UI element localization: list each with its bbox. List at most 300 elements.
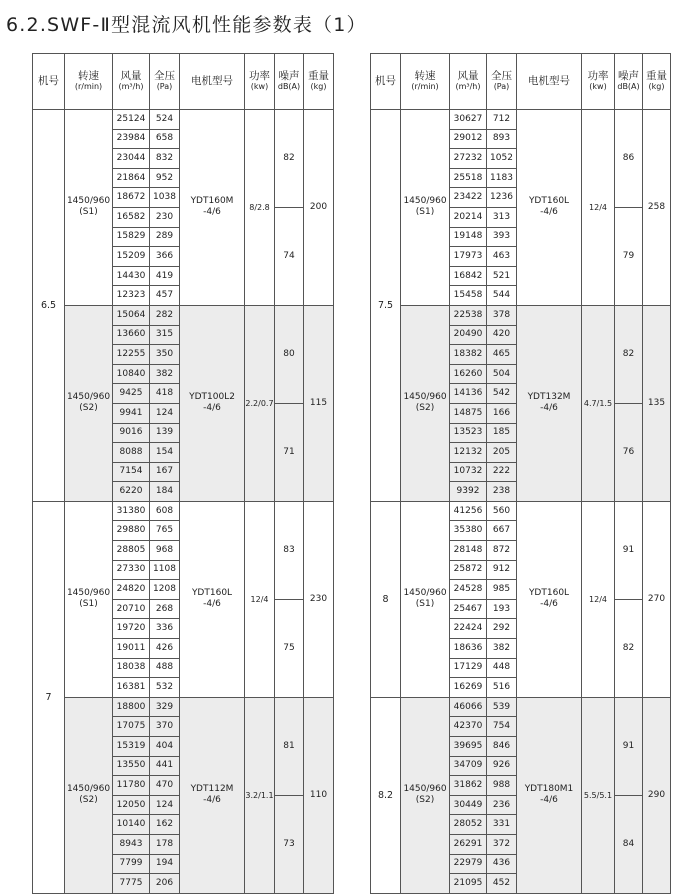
motor-model-cell — [517, 110, 582, 306]
pressure-value: 457 — [150, 286, 180, 306]
pressure-value: 167 — [150, 462, 180, 482]
header-label: 全压 — [491, 70, 512, 82]
airflow-value: 9392 — [450, 482, 487, 502]
line-primary: 1450/960 — [66, 196, 111, 207]
pressure-value: 465 — [487, 345, 517, 365]
header-label: 重量 — [308, 70, 329, 82]
header-label: 功率 — [249, 70, 270, 82]
noise-value-high: 91 — [615, 697, 643, 795]
header-label: 重量 — [646, 70, 667, 82]
header-label: 风量 — [457, 70, 479, 82]
power-value: 2.2/0.7 — [245, 305, 275, 501]
airflow-value: 16381 — [113, 678, 150, 698]
line-primary: YDT160M — [190, 196, 234, 207]
power-value: 4.7/1.5 — [582, 305, 615, 501]
header-unit: dB(A) — [277, 82, 301, 91]
speed-cell — [65, 697, 113, 893]
pressure-value: 184 — [150, 482, 180, 502]
airflow-value: 18636 — [450, 639, 487, 659]
weight-value: 115 — [304, 305, 334, 501]
header-power — [245, 54, 275, 110]
airflow-value: 9941 — [113, 403, 150, 423]
airflow-value: 13550 — [113, 756, 150, 776]
fan-number: 7 — [33, 501, 65, 893]
header-label: 转速 — [78, 70, 99, 82]
airflow-value: 12255 — [113, 345, 150, 365]
line-secondary: (S1) — [79, 207, 98, 218]
speed-cell — [401, 501, 450, 697]
pressure-value: 382 — [487, 639, 517, 659]
airflow-value: 18672 — [113, 188, 150, 208]
airflow-value: 28148 — [450, 541, 487, 561]
airflow-value: 29012 — [450, 129, 487, 149]
pressure-value: 1038 — [150, 188, 180, 208]
airflow-value: 11780 — [113, 776, 150, 796]
pressure-value: 185 — [487, 423, 517, 443]
airflow-value: 16260 — [450, 364, 487, 384]
pressure-value: 393 — [487, 227, 517, 247]
pressure-value: 418 — [150, 384, 180, 404]
pressure-value: 268 — [150, 599, 180, 619]
airflow-value: 25872 — [450, 560, 487, 580]
airflow-value: 15319 — [113, 737, 150, 757]
pressure-value: 370 — [150, 717, 180, 737]
airflow-value: 12323 — [113, 286, 150, 306]
line-primary: 1450/960 — [403, 392, 447, 403]
airflow-value: 14875 — [450, 403, 487, 423]
header-label: 全压 — [154, 70, 175, 82]
line-primary: YDT112M — [190, 784, 234, 795]
airflow-value: 22979 — [450, 854, 487, 874]
pressure-value: 336 — [150, 619, 180, 639]
airflow-value: 41256 — [450, 501, 487, 521]
header-label: 噪声 — [618, 70, 639, 82]
power-value: 8/2.8 — [245, 110, 275, 306]
line-secondary: -4/6 — [203, 403, 221, 414]
weight-value: 270 — [643, 501, 671, 697]
airflow-value: 34709 — [450, 756, 487, 776]
airflow-value: 24528 — [450, 580, 487, 600]
pressure-value: 404 — [150, 737, 180, 757]
table-row — [33, 501, 334, 521]
airflow-value: 25467 — [450, 599, 487, 619]
noise-value-low: 75 — [275, 599, 304, 697]
airflow-value: 25124 — [113, 110, 150, 130]
weight-value: 135 — [643, 305, 671, 501]
header-airflow — [450, 54, 487, 110]
header-pressure — [487, 54, 517, 110]
header-pressure — [150, 54, 180, 110]
header-power — [582, 54, 615, 110]
airflow-value: 35380 — [450, 521, 487, 541]
pressure-value: 765 — [150, 521, 180, 541]
pressure-value: 504 — [487, 364, 517, 384]
pressure-value: 912 — [487, 560, 517, 580]
speed-cell — [401, 110, 450, 306]
airflow-value: 21864 — [113, 168, 150, 188]
airflow-value: 9016 — [113, 423, 150, 443]
weight-value: 230 — [304, 501, 334, 697]
performance-table-left — [32, 53, 334, 894]
airflow-value: 25518 — [450, 168, 487, 188]
airflow-value: 7799 — [113, 854, 150, 874]
header-label: 机号 — [375, 75, 396, 87]
line-primary: 1450/960 — [403, 588, 447, 599]
header-label: 机号 — [38, 75, 59, 87]
line-primary: 1450/960 — [66, 784, 111, 795]
airflow-value: 8943 — [113, 834, 150, 854]
noise-value-low: 71 — [275, 403, 304, 501]
pressure-value: 436 — [487, 854, 517, 874]
pressure-value: 463 — [487, 247, 517, 267]
header-row — [371, 54, 671, 110]
pressure-value: 1108 — [150, 560, 180, 580]
pressure-value: 236 — [487, 795, 517, 815]
line-primary: 1450/960 — [66, 588, 111, 599]
airflow-value: 24820 — [113, 580, 150, 600]
pressure-value: 139 — [150, 423, 180, 443]
airflow-value: 42370 — [450, 717, 487, 737]
speed-cell — [65, 305, 113, 501]
pressure-value: 382 — [150, 364, 180, 384]
fan-number: 7.5 — [371, 110, 401, 502]
header-noise — [615, 54, 643, 110]
airflow-value: 17129 — [450, 658, 487, 678]
airflow-value: 28052 — [450, 815, 487, 835]
line-secondary: (S1) — [415, 599, 435, 610]
pressure-value: 162 — [150, 815, 180, 835]
pressure-value: 178 — [150, 834, 180, 854]
airflow-value: 21095 — [450, 874, 487, 894]
pressure-value: 521 — [487, 266, 517, 286]
header-airflow — [113, 54, 150, 110]
airflow-value: 27232 — [450, 149, 487, 169]
airflow-value: 6220 — [113, 482, 150, 502]
pressure-value: 154 — [150, 443, 180, 463]
airflow-value: 18382 — [450, 345, 487, 365]
pressure-value: 315 — [150, 325, 180, 345]
header-weight — [304, 54, 334, 110]
line-primary: 1450/960 — [66, 392, 111, 403]
header-unit: (kg) — [310, 82, 327, 91]
pressure-value: 206 — [150, 874, 180, 894]
line-secondary: -4/6 — [203, 599, 221, 610]
performance-table-right — [370, 53, 671, 894]
pressure-value: 378 — [487, 305, 517, 325]
line-primary: 1450/960 — [403, 196, 447, 207]
line-secondary: (S2) — [79, 795, 98, 806]
pressure-value: 441 — [150, 756, 180, 776]
header-speed — [401, 54, 450, 110]
line-secondary: (S2) — [415, 403, 435, 414]
airflow-value: 15829 — [113, 227, 150, 247]
fan-number: 6.5 — [33, 110, 65, 502]
pressure-value: 524 — [150, 110, 180, 130]
pressure-value: 419 — [150, 266, 180, 286]
header-label: 电机型号 — [528, 75, 570, 87]
pressure-value: 426 — [150, 639, 180, 659]
pressure-value: 988 — [487, 776, 517, 796]
airflow-value: 26291 — [450, 834, 487, 854]
pressure-value: 194 — [150, 854, 180, 874]
airflow-value: 19720 — [113, 619, 150, 639]
pressure-value: 544 — [487, 286, 517, 306]
weight-value: 110 — [304, 697, 334, 893]
airflow-value: 29880 — [113, 521, 150, 541]
pressure-value: 329 — [150, 697, 180, 717]
noise-value-high: 86 — [615, 110, 643, 208]
noise-value-low: 73 — [275, 795, 304, 893]
pressure-value: 282 — [150, 305, 180, 325]
noise-value-high: 82 — [275, 110, 304, 208]
fan-number: 8.2 — [371, 697, 401, 893]
pressure-value: 846 — [487, 737, 517, 757]
airflow-value: 23984 — [113, 129, 150, 149]
pressure-value: 420 — [487, 325, 517, 345]
table-row — [33, 697, 334, 717]
page-title: 6.2.SWF-Ⅱ型混流风机性能参数表（1） — [6, 14, 367, 36]
pressure-value: 754 — [487, 717, 517, 737]
table-row — [33, 110, 334, 130]
pressure-value: 166 — [487, 403, 517, 423]
header-unit: (r/min) — [74, 82, 103, 91]
pressure-value: 238 — [487, 482, 517, 502]
header-motor — [517, 54, 582, 110]
line-primary: YDT100L2 — [189, 392, 235, 403]
airflow-value: 31862 — [450, 776, 487, 796]
noise-value-low: 76 — [615, 403, 643, 501]
airflow-value: 10140 — [113, 815, 150, 835]
airflow-value: 19011 — [113, 639, 150, 659]
pressure-value: 560 — [487, 501, 517, 521]
speed-cell — [401, 697, 450, 893]
pressure-value: 222 — [487, 462, 517, 482]
motor-model-cell — [180, 697, 245, 893]
noise-value-low: 82 — [615, 599, 643, 697]
airflow-value: 7154 — [113, 462, 150, 482]
speed-cell — [65, 110, 113, 306]
table-row — [33, 305, 334, 325]
airflow-value: 28805 — [113, 541, 150, 561]
pressure-value: 452 — [487, 874, 517, 894]
speed-cell — [401, 305, 450, 501]
weight-value: 290 — [643, 697, 671, 893]
airflow-value: 30449 — [450, 795, 487, 815]
motor-model-cell — [517, 501, 582, 697]
pressure-value: 608 — [150, 501, 180, 521]
pressure-value: 893 — [487, 129, 517, 149]
airflow-value: 16582 — [113, 207, 150, 227]
header-label: 风量 — [120, 70, 142, 82]
noise-value-high: 80 — [275, 305, 304, 403]
table-row — [371, 697, 671, 717]
weight-value: 200 — [304, 110, 334, 306]
airflow-value: 15064 — [113, 305, 150, 325]
power-value: 3.2/1.1 — [245, 697, 275, 893]
line-secondary: (S1) — [79, 599, 98, 610]
pressure-value: 313 — [487, 207, 517, 227]
line-secondary: -4/6 — [203, 795, 221, 806]
pressure-value: 832 — [150, 149, 180, 169]
header-unit: (m³/h) — [118, 82, 144, 91]
airflow-value: 15458 — [450, 286, 487, 306]
airflow-value: 8088 — [113, 443, 150, 463]
header-unit: (kw) — [250, 82, 269, 91]
table-row — [371, 305, 671, 325]
airflow-value: 22538 — [450, 305, 487, 325]
airflow-value: 18800 — [113, 697, 150, 717]
pressure-value: 350 — [150, 345, 180, 365]
pressure-value: 470 — [150, 776, 180, 796]
noise-value-high: 81 — [275, 697, 304, 795]
line-primary: YDT160L — [528, 196, 570, 207]
header-label: 噪声 — [278, 70, 300, 82]
power-value: 12/4 — [582, 110, 615, 306]
airflow-value: 13660 — [113, 325, 150, 345]
pressure-value: 1183 — [487, 168, 517, 188]
noise-value-high: 83 — [275, 501, 304, 599]
header-unit: (kw) — [589, 82, 607, 91]
airflow-value: 23044 — [113, 149, 150, 169]
header-unit: (r/min) — [411, 82, 439, 91]
airflow-value: 13523 — [450, 423, 487, 443]
airflow-value: 7775 — [113, 874, 150, 894]
pressure-value: 193 — [487, 599, 517, 619]
header-unit: (Pa) — [156, 82, 173, 91]
fan-number: 8 — [371, 501, 401, 697]
airflow-value: 9425 — [113, 384, 150, 404]
airflow-value: 14430 — [113, 266, 150, 286]
airflow-value: 16842 — [450, 266, 487, 286]
airflow-value: 22424 — [450, 619, 487, 639]
airflow-value: 20214 — [450, 207, 487, 227]
pressure-value: 968 — [150, 541, 180, 561]
airflow-value: 12050 — [113, 795, 150, 815]
airflow-value: 15209 — [113, 247, 150, 267]
line-primary: YDT160L — [191, 588, 233, 599]
header-fan-no — [33, 54, 65, 110]
line-primary: YDT180M1 — [524, 784, 574, 795]
airflow-value: 16269 — [450, 678, 487, 698]
pressure-value: 667 — [487, 521, 517, 541]
header-unit: (m³/h) — [455, 82, 481, 91]
header-unit: (Pa) — [493, 82, 510, 91]
pressure-value: 488 — [150, 658, 180, 678]
pressure-value: 542 — [487, 384, 517, 404]
noise-value-high: 91 — [615, 501, 643, 599]
pressure-value: 532 — [150, 678, 180, 698]
pressure-value: 448 — [487, 658, 517, 678]
pressure-value: 366 — [150, 247, 180, 267]
airflow-value: 14136 — [450, 384, 487, 404]
pressure-value: 926 — [487, 756, 517, 776]
header-noise — [275, 54, 304, 110]
pressure-value: 289 — [150, 227, 180, 247]
airflow-value: 17075 — [113, 717, 150, 737]
pressure-value: 292 — [487, 619, 517, 639]
line-secondary: -4/6 — [540, 599, 558, 610]
pressure-value: 872 — [487, 541, 517, 561]
line-secondary: (S2) — [415, 795, 435, 806]
line-primary: 1450/960 — [403, 784, 447, 795]
power-value: 5.5/5.1 — [582, 697, 615, 893]
pressure-value: 331 — [487, 815, 517, 835]
airflow-value: 20490 — [450, 325, 487, 345]
header-label: 功率 — [587, 70, 609, 82]
airflow-value: 12132 — [450, 443, 487, 463]
power-value: 12/4 — [245, 501, 275, 697]
pressure-value: 658 — [150, 129, 180, 149]
header-weight — [643, 54, 671, 110]
noise-value-low: 84 — [615, 795, 643, 893]
pressure-value: 516 — [487, 678, 517, 698]
pressure-value: 372 — [487, 834, 517, 854]
line-secondary: -4/6 — [540, 403, 558, 414]
line-secondary: (S2) — [79, 403, 98, 414]
line-secondary: -4/6 — [540, 795, 558, 806]
motor-model-cell — [180, 110, 245, 306]
motor-model-cell — [517, 305, 582, 501]
airflow-value: 17973 — [450, 247, 487, 267]
power-value: 12/4 — [582, 501, 615, 697]
line-secondary: -4/6 — [203, 207, 221, 218]
noise-value-high: 82 — [615, 305, 643, 403]
line-primary: YDT160L — [528, 588, 570, 599]
airflow-value: 10840 — [113, 364, 150, 384]
airflow-value: 31380 — [113, 501, 150, 521]
pressure-value: 124 — [150, 795, 180, 815]
header-unit: dB(A) — [617, 82, 640, 91]
airflow-value: 18038 — [113, 658, 150, 678]
pressure-value: 985 — [487, 580, 517, 600]
airflow-value: 27330 — [113, 560, 150, 580]
pressure-value: 952 — [150, 168, 180, 188]
header-motor — [180, 54, 245, 110]
pressure-value: 1052 — [487, 149, 517, 169]
airflow-value: 10732 — [450, 462, 487, 482]
airflow-value: 23422 — [450, 188, 487, 208]
pressure-value: 205 — [487, 443, 517, 463]
pressure-value: 539 — [487, 697, 517, 717]
line-primary: YDT132M — [527, 392, 571, 403]
airflow-value: 20710 — [113, 599, 150, 619]
pressure-value: 1208 — [150, 580, 180, 600]
header-fan-no — [371, 54, 401, 110]
pressure-value: 124 — [150, 403, 180, 423]
airflow-value: 30627 — [450, 110, 487, 130]
header-unit: (kg) — [648, 82, 665, 91]
motor-model-cell — [180, 305, 245, 501]
noise-value-low: 79 — [615, 207, 643, 305]
header-label: 电机型号 — [191, 75, 233, 87]
header-label: 转速 — [414, 70, 436, 82]
airflow-value: 46066 — [450, 697, 487, 717]
weight-value: 258 — [643, 110, 671, 306]
pressure-value: 230 — [150, 207, 180, 227]
motor-model-cell — [517, 697, 582, 893]
motor-model-cell — [180, 501, 245, 697]
header-row — [33, 54, 334, 110]
airflow-value: 39695 — [450, 737, 487, 757]
speed-cell — [65, 501, 113, 697]
noise-value-low: 74 — [275, 207, 304, 305]
table-row — [371, 501, 671, 521]
line-secondary: (S1) — [415, 207, 435, 218]
header-speed — [65, 54, 113, 110]
pressure-value: 1236 — [487, 188, 517, 208]
line-secondary: -4/6 — [540, 207, 558, 218]
pressure-value: 712 — [487, 110, 517, 130]
